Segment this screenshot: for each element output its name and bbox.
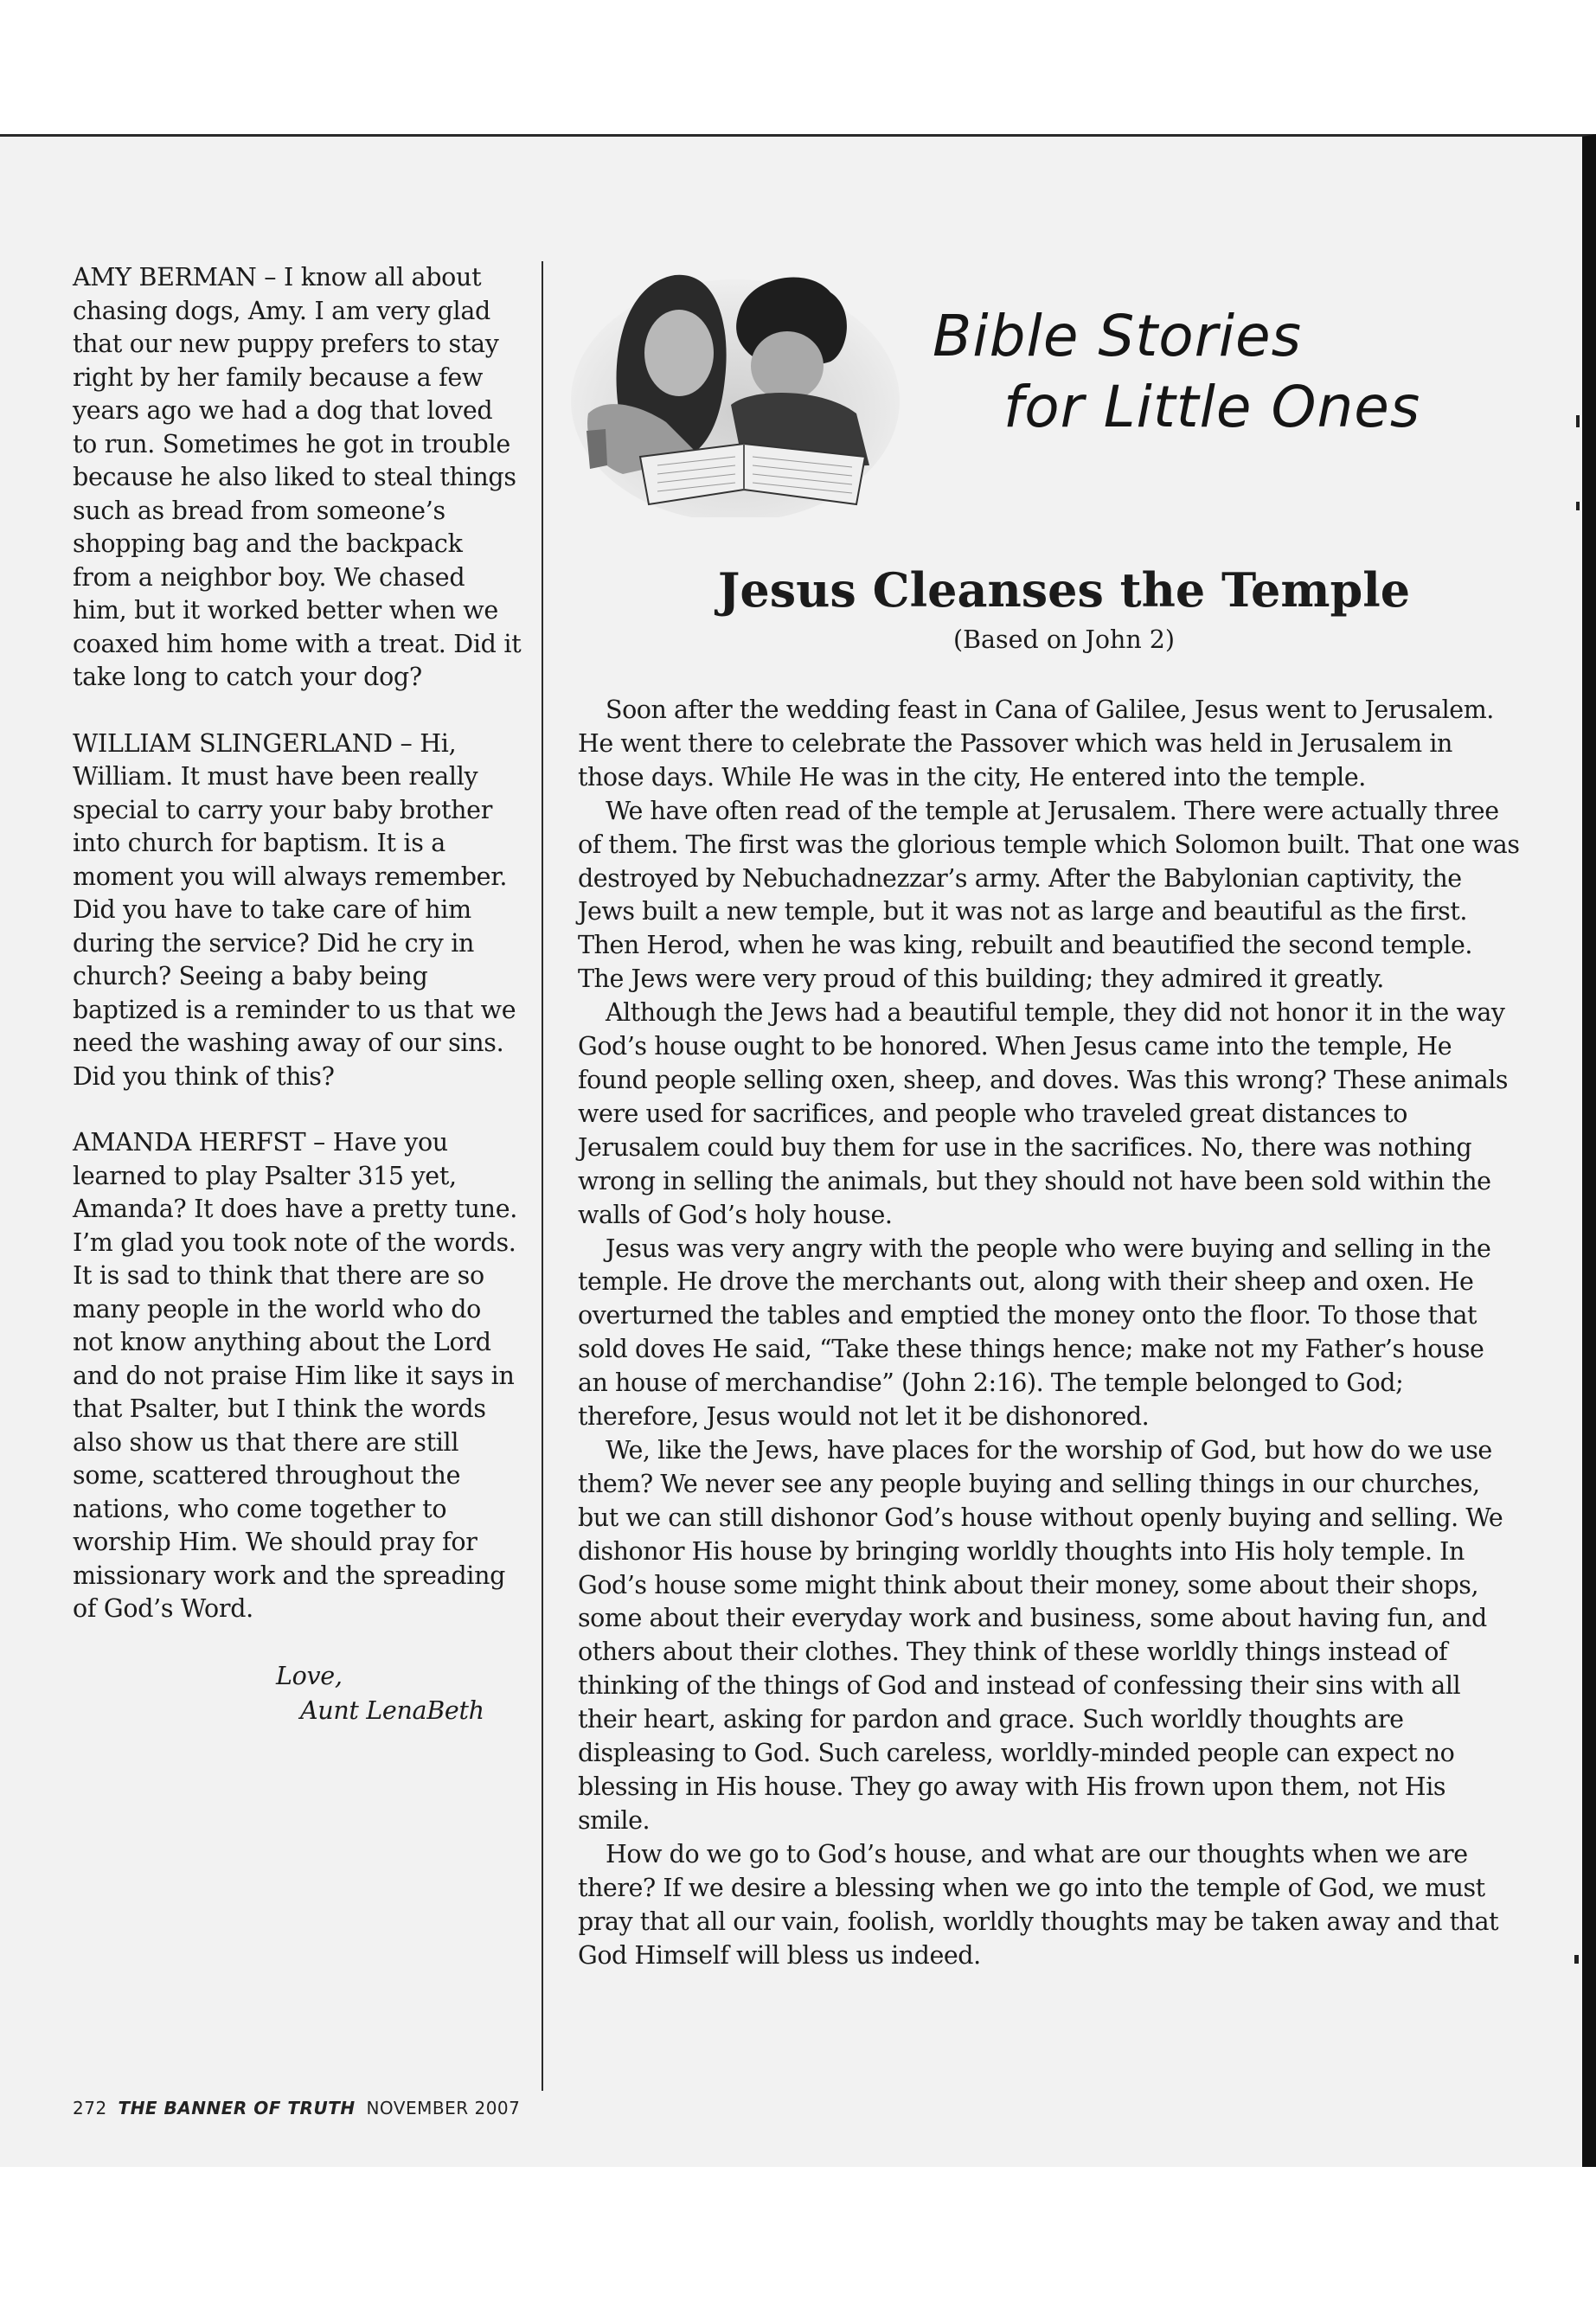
scan-mark — [1576, 502, 1580, 510]
story-subtitle: (Based on John 2) — [952, 625, 1176, 654]
story-paragraph: Although the Jews had a beautiful temple, they did not honor it in the way God’s house ought to be honored. When Jesus came into the temple, He found people selling oxen, sheep, and doves. Was this wrong? These animals were used for sacrifices, and people who traveled great distances to Jerusalem could buy them for use in the sacrifices. No, there was nothing wrong in selling the animals, but they should not have been sold within the walls of God’s holy house. — [578, 998, 1509, 1229]
series-header — [571, 258, 1557, 517]
letter-amanda-herfst: AMANDA HERFST – Have you learned to play Psalter 315 yet, Amanda? It does have a pretty tune. I’m glad you took note of the words. It is sad to think that there are so many people in the world who do not know anything about the Lord and do not praise Him like it says in that Psalter, but I think the words also show us that there are still some, scattered throughout the nations, who come together to worship Him. We should pray for missionary work and the spreading of God’s Word. — [73, 1128, 518, 1623]
story-title: Jesus Cleanses the Temple — [717, 562, 1411, 618]
story-body — [578, 694, 1521, 1972]
sign-off — [73, 1659, 522, 1728]
letter-amy-berman: AMY BERMAN – I know all about chasing dogs, Amy. I am very glad that our new puppy prefers to stay right by her family because a few years ago we had a dog that loved to run. Sometimes he got in trouble because he also liked to steal things such as bread from someone’s shopping bag and the backpack from a neighbor boy. We chased him, but it worked better when we coaxed him home with a treat. Did it take long to catch your dog? — [73, 263, 522, 691]
closing: Love, — [276, 1661, 343, 1690]
series-title-line-2: for Little Ones — [1003, 374, 1421, 440]
issue-date: NOVEMBER 2007 — [366, 2098, 521, 2118]
column-divider — [542, 261, 543, 2091]
series-title-line-1: Bible Stories — [933, 303, 1303, 369]
page-footer — [73, 2098, 520, 2118]
letter-william-slingerland: WILLIAM SLINGERLAND – Hi, William. It must have been really special to carry your baby brother into church for baptism. It is a moment you will always remember. Did you have to take care of him during the service? Did he cry in church? Seeing a baby being baptized is a reminder to us that we need the washing away of our sins. Did you think of this? — [73, 728, 516, 1091]
signature: Aunt LenaBeth — [300, 1695, 484, 1725]
scan-mark — [1574, 1955, 1579, 1964]
series-title — [933, 301, 1538, 443]
children-reading-bible-photo — [571, 258, 900, 517]
page-number: 272 — [73, 2098, 107, 2118]
story-paragraph: Soon after the wedding feast in Cana of Galilee, Jesus went to Jerusalem. He went there to celebrate the Passover which was held in Jerusalem in those days. While He was in the city, He entered into the temple. — [578, 695, 1494, 792]
letters-column — [73, 261, 522, 1728]
publication-name: THE BANNER OF TRUTH — [118, 2098, 356, 2118]
story-paragraph: How do we go to God’s house, and what are our thoughts when we are there? If we desire a blessing when we go into the temple of God, we must pray that all our vain, foolish, worldly thoughts may be taken away and that God Himself will bless us indeed. — [578, 1839, 1499, 1970]
scan-mark — [1576, 415, 1580, 427]
story-paragraph: We, like the Jews, have places for the worship of God, but how do we use them? We never see any people buying and selling things in our churches, but we can still dishonor God’s house without openly buying and selling. We dishonor His house by bringing worldly thoughts into His holy temple. In God’s house some might think about their money, some about their shops, some about their everyday work and business, some about having fun, and others about their clothes. They think of these worldly things instead of thinking of the things of God and instead of confessing their sins with all their heart, asking for pardon and grace. Such worldly thoughts are displeasing to God. Such careless, worldly-minded people can expect no blessing in His house. They go away with His frown upon them, not His smile. — [578, 1435, 1503, 1835]
story-paragraph: We have often read of the temple at Jerusalem. There were actually three of them. The first was the glorious temple which Solomon built. That one was destroyed by Nebuchadnezzar’s army. After the Babylonian captivity, the Jews built a new temple, but it was not as large and beautiful as the first. Then Herod, when he was king, rebuilt and beautified the second temple. The Jews were very proud of this building; they admired it greatly. — [578, 796, 1520, 994]
story-paragraph: Jesus was very angry with the people who were buying and selling in the temple. He drove the merchants out, along with their sheep and oxen. He overturned the tables and emptied the money onto the floor. To those that sold doves He said, “Take these things hence; make not my Father’s house an house of merchandise” (John 2:16). The temple belonged to God; therefore, Jesus would not let it be dishonored. — [578, 1234, 1491, 1432]
